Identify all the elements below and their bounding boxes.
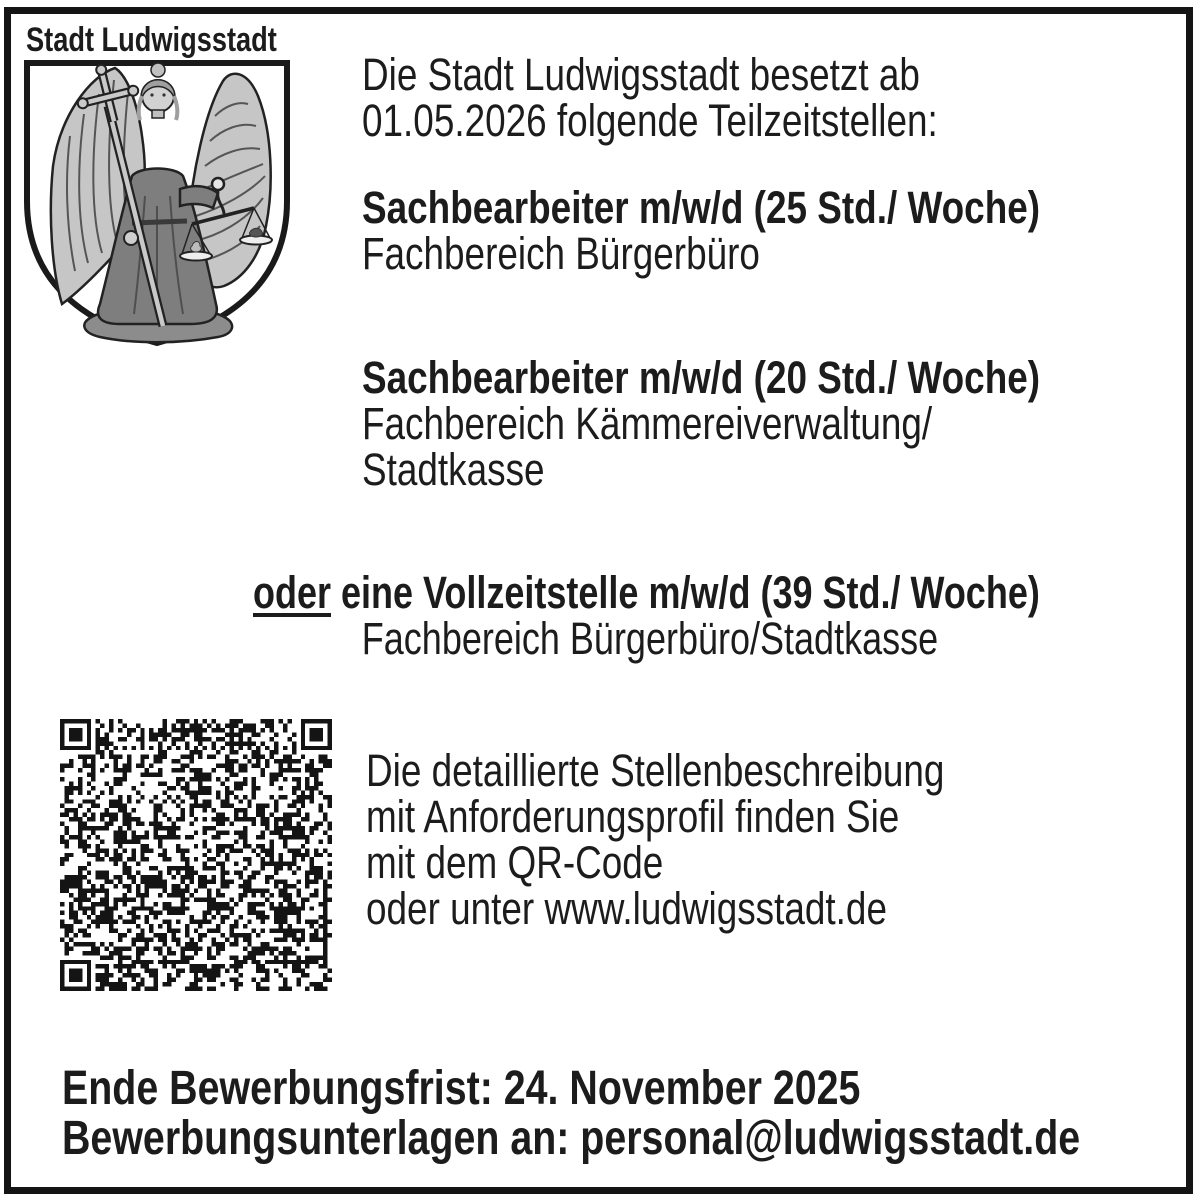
coat-of-arms	[20, 56, 294, 350]
job-department: Fachbereich Bürgerbüro/Stadtkasse	[361, 613, 939, 664]
details-text	[366, 745, 945, 934]
job-department: Stadtkasse	[362, 444, 545, 495]
footer-block	[62, 1064, 1080, 1164]
application-deadline: Ende Bewerbungsfrist: 24. November 2025	[62, 1062, 861, 1115]
hand	[124, 231, 138, 245]
job-title: Sachbearbeiter m/w/d (20 Std./ Woche)	[362, 352, 1041, 403]
alternative-position	[253, 567, 1040, 664]
alternative-title	[253, 567, 1040, 618]
application-address: Bewerbungsunterlagen an: personal@ludwigsstadt.de	[62, 1112, 1081, 1165]
job-title: Sachbearbeiter m/w/d (25 Std./ Woche)	[362, 182, 1041, 233]
org-name: Stadt Ludwigsstadt	[26, 21, 277, 59]
job-department: Fachbereich Kämmereiverwaltung/	[362, 398, 933, 449]
details-line-2: mit Anforderungsprofil finden Sie	[366, 791, 900, 842]
intro-line-2: 01.05.2026 folgende Teilzeitstellen:	[362, 95, 938, 146]
details-line-3: mit dem QR-Code	[366, 837, 664, 888]
topknot	[151, 63, 165, 77]
details-line-1: Die detaillierte Stellenbeschreibung	[366, 745, 945, 796]
job-listing-2	[362, 352, 1041, 495]
job-department: Fachbereich Bürgerbüro	[362, 228, 760, 279]
intro-text	[362, 49, 938, 146]
oder-keyword: oder	[253, 567, 332, 618]
alternative-title-rest: eine Vollzeitstelle m/w/d (39 Std./ Woche)	[331, 567, 1040, 618]
arm	[180, 186, 218, 208]
qr-code	[60, 719, 332, 991]
details-line-4: oder unter www.ludwigsstadt.de	[366, 883, 887, 934]
intro-line-1: Die Stadt Ludwigsstadt besetzt ab	[362, 49, 920, 100]
qr-code-canvas	[60, 719, 332, 991]
job-listing-1	[362, 182, 1041, 279]
